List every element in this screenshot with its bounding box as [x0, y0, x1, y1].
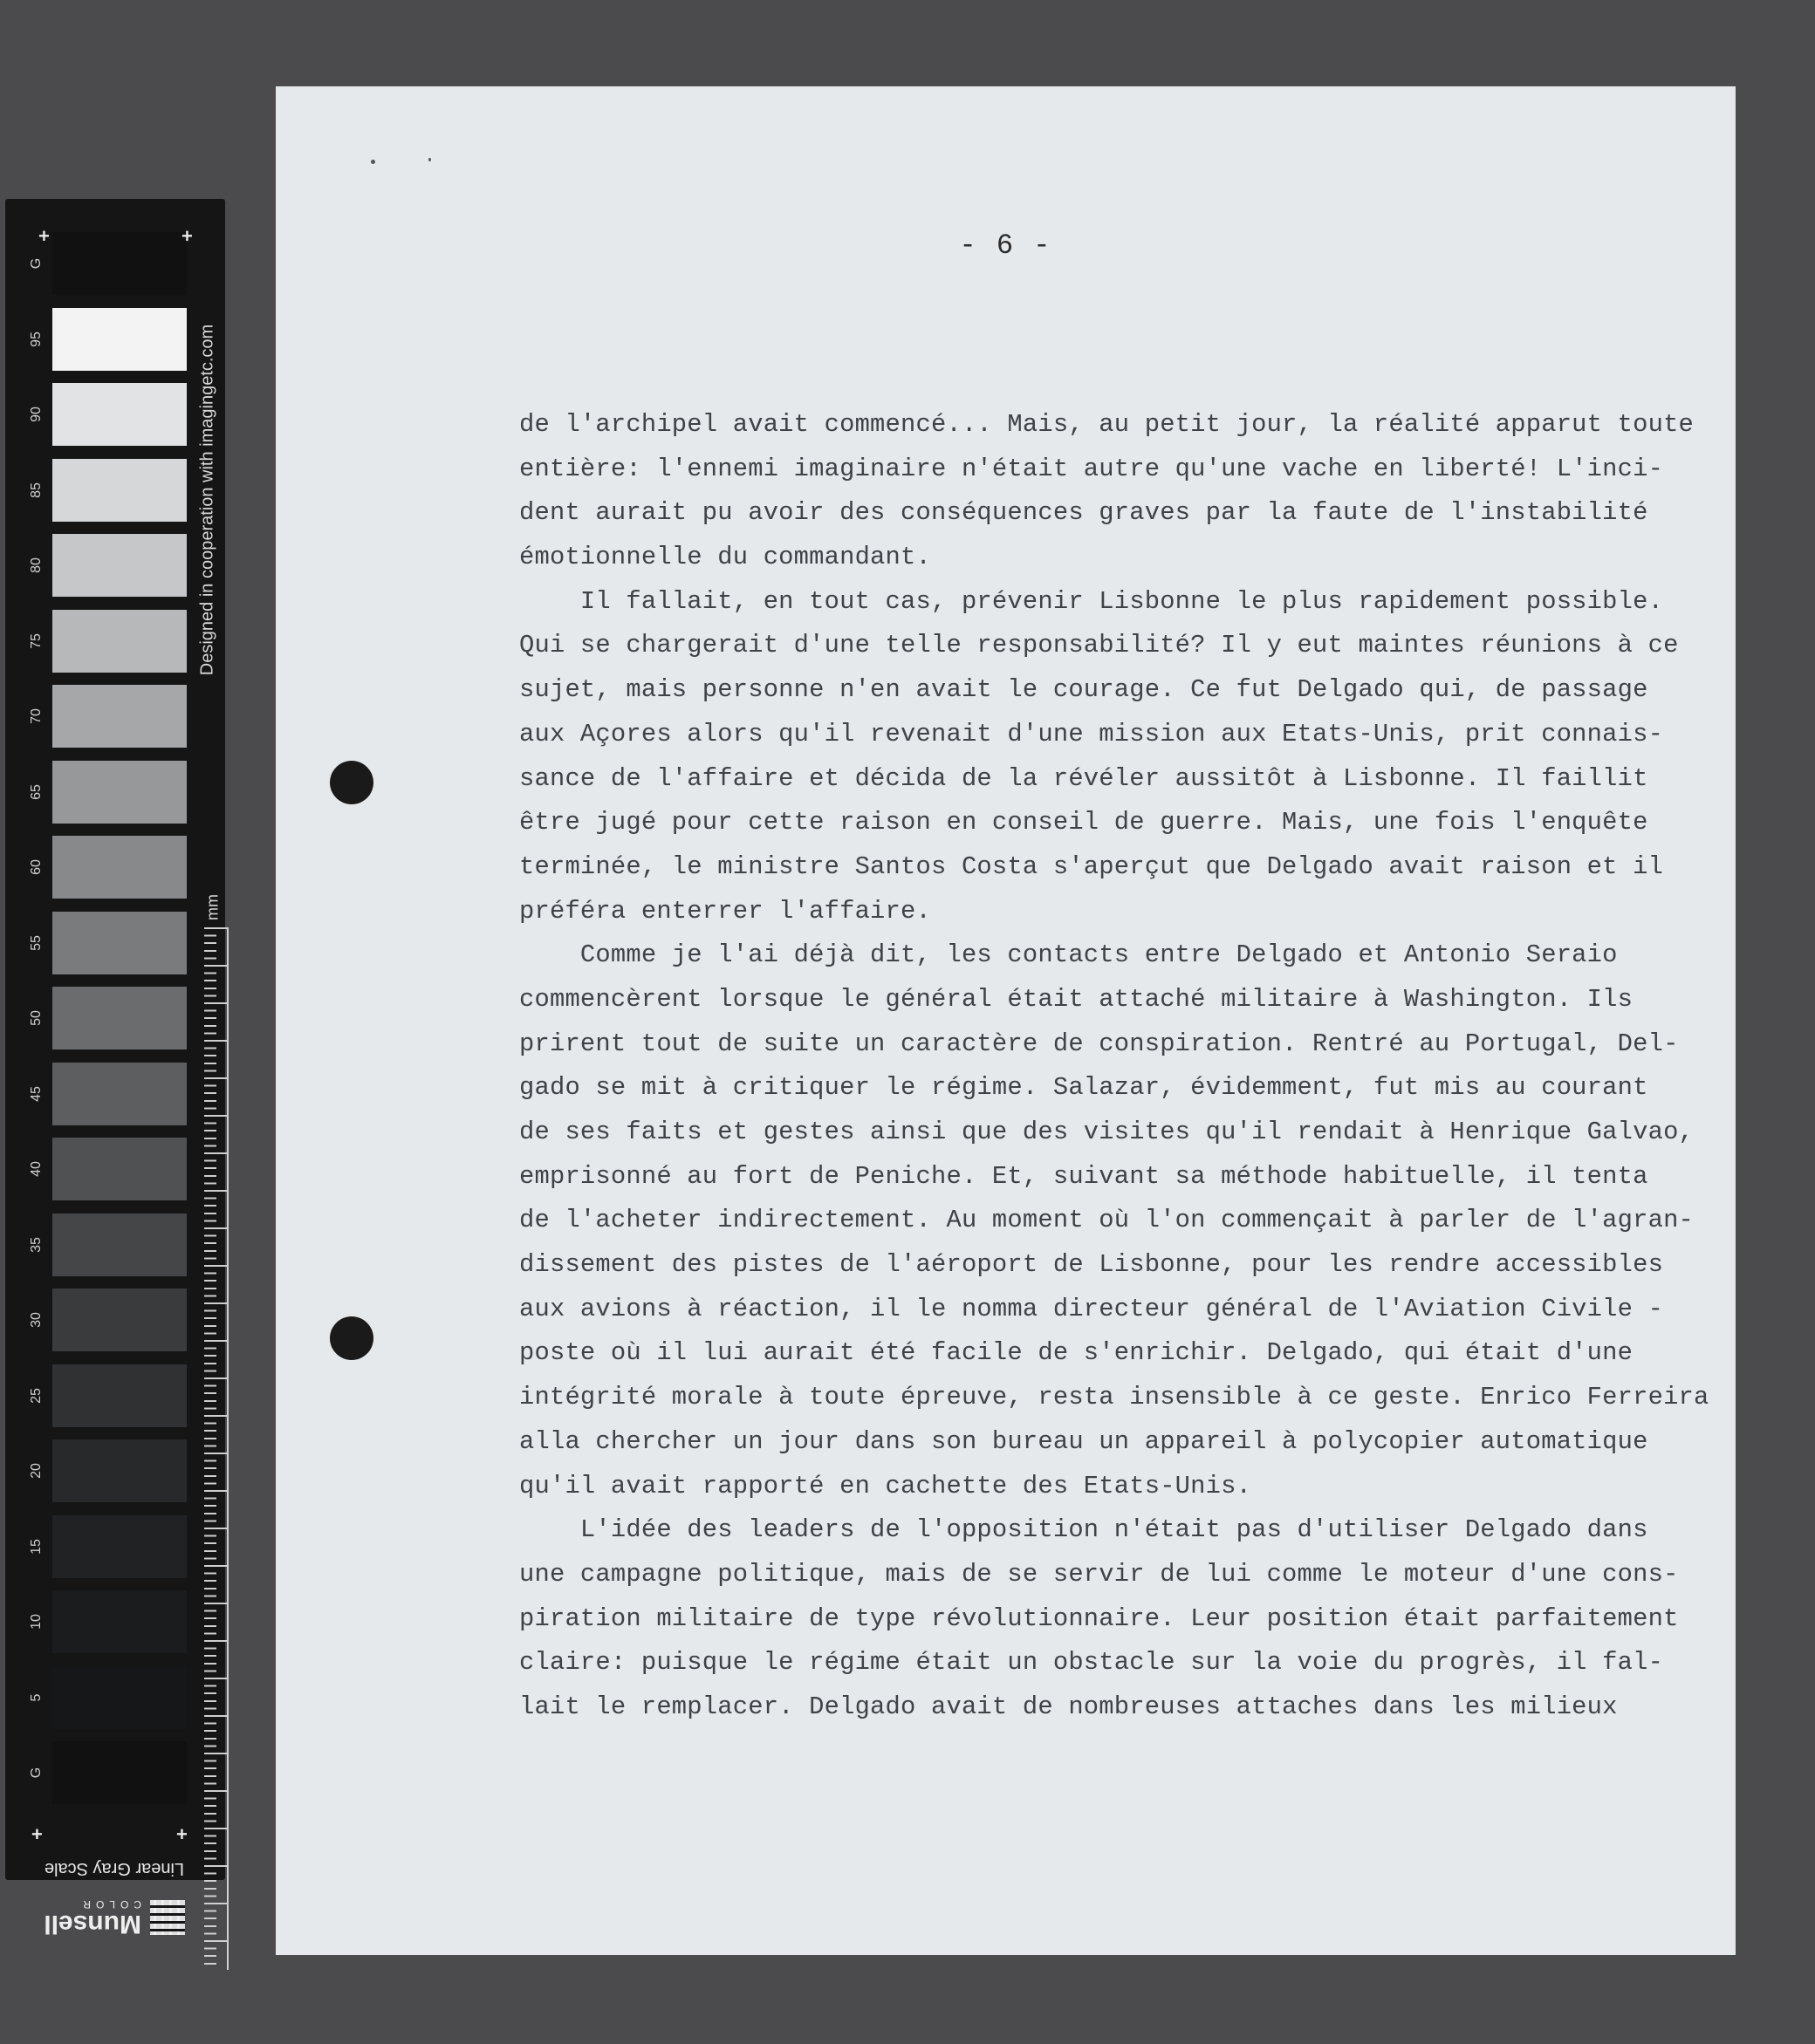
gray-patch	[52, 1063, 187, 1125]
text-line: de l'acheter indirectement. Au moment où l'on commençait à parler de l'agran-	[519, 1206, 1695, 1235]
ruler-line	[227, 927, 229, 1970]
text-line: L'idée des leaders de l'opposition n'était pas d'utiliser Delgado dans	[519, 1515, 1648, 1545]
gray-patch-label: 95	[29, 331, 44, 347]
gray-patch	[52, 1741, 187, 1804]
text-line: prirent tout de suite un caractère de conspiration. Rentré au Portugal, Del-	[519, 1029, 1679, 1058]
text-line: être jugé pour cette raison en conseil de guerre. Mais, une fois l'enquête	[519, 808, 1648, 837]
gray-patch-label: 40	[29, 1161, 44, 1177]
text-line: Il fallait, en tout cas, prévenir Lisbonne le plus rapidement possible.	[519, 586, 1664, 616]
brand-sub: COLOR	[78, 1898, 141, 1911]
gray-patch-label: 75	[29, 632, 44, 649]
gray-patch-label: 60	[29, 859, 44, 875]
gray-patch	[52, 383, 187, 446]
typed-body-text	[519, 403, 1741, 1730]
gray-patch	[52, 1213, 187, 1276]
text-line: emprisonné au fort de Peniche. Et, suivant sa méthode habituelle, il tenta	[519, 1161, 1648, 1191]
text-line: lait le remplacer. Delgado avait de nombreuses attaches dans les milieux	[519, 1692, 1618, 1721]
gray-patch-label: G	[29, 1767, 44, 1779]
gray-patch	[52, 912, 187, 974]
text-line: sance de l'affaire et décida de la révéler aussitôt à Lisbonne. Il faillit	[519, 763, 1648, 793]
document-page	[276, 86, 1736, 1955]
gray-patch	[52, 1138, 187, 1200]
paper-speck	[371, 160, 375, 164]
gray-patch	[52, 610, 187, 673]
text-line: une campagne politique, mais de se servir de lui comme le moteur d'une cons-	[519, 1559, 1679, 1589]
gray-patch	[52, 761, 187, 824]
gray-patch-label: 45	[29, 1085, 44, 1102]
gray-patch-label: 80	[29, 557, 44, 573]
gray-patch-label: 5	[29, 1693, 44, 1701]
registration-mark: +	[38, 225, 50, 247]
gray-patch-label: 25	[29, 1387, 44, 1404]
text-line: Qui se chargerait d'une telle responsabilité? Il y eut maintes réunions à ce	[519, 631, 1679, 660]
text-line: gado se mit à critiquer le régime. Salazar, évidemment, fut mis au courant	[519, 1073, 1648, 1103]
gray-patch	[52, 1590, 187, 1653]
text-line: émotionnelle du commandant.	[519, 543, 931, 572]
page-number: - 6 -	[959, 229, 1052, 262]
gray-patch-label: 10	[29, 1614, 44, 1630]
text-line: poste où il lui aurait été facile de s'enrichir. Delgado, qui était d'une	[519, 1338, 1634, 1368]
punch-hole	[330, 761, 373, 804]
text-line: commencèrent lorsque le général était attaché militaire à Washington. Ils	[519, 984, 1634, 1014]
gray-patch	[52, 459, 187, 522]
text-line: intégrité morale à toute épreuve, resta insensible à ce geste. Enrico Ferreira	[519, 1383, 1709, 1412]
text-line: alla chercher un jour dans son bureau un appareil à polycopier automatique	[519, 1426, 1648, 1456]
text-line: aux Açores alors qu'il revenait d'une mission aux Etats-Unis, prit connais-	[519, 719, 1664, 749]
gray-patch	[52, 1515, 187, 1578]
text-line: de l'archipel avait commencé... Mais, au petit jour, la réalité apparut toute	[519, 410, 1695, 439]
text-line: claire: puisque le régime était un obstacle sur la voie du progrès, il fal-	[519, 1648, 1664, 1678]
gray-patch-label: 55	[29, 934, 44, 951]
text-line: Comme je l'ai déjà dit, les contacts entre Delgado et Antonio Seraio	[519, 940, 1618, 970]
gray-patch-label: 90	[29, 407, 44, 422]
gray-patch-label: G	[29, 257, 44, 270]
gray-patch	[52, 987, 187, 1049]
gray-patch-label: 85	[29, 482, 44, 498]
munsell-grid-icon	[150, 1900, 185, 1935]
text-line: piration militaire de type révolutionnaire. Leur position était parfaitement	[519, 1603, 1679, 1633]
paper-speck	[428, 158, 431, 161]
scale-title: Linear Gray Scale	[44, 1859, 185, 1878]
text-line: dissement des pistes de l'aéroport de Lisbonne, pour les rendre accessibles	[519, 1250, 1664, 1280]
gray-patch	[52, 232, 187, 295]
text-line: de ses faits et gestes ainsi que des visites qu'il rendait à Henrique Galvao,	[519, 1118, 1695, 1146]
text-line: terminée, le ministre Santos Costa s'aperçut que Delgado avait raison et il	[519, 851, 1664, 881]
gray-patch-label: 50	[29, 1010, 44, 1026]
registration-mark: +	[31, 1823, 43, 1845]
gray-patch	[52, 1666, 187, 1729]
gray-patch	[52, 308, 187, 371]
text-line: aux avions à réaction, il le nomma directeur général de l'Aviation Civile -	[519, 1294, 1664, 1323]
text-line: préféra enterrer l'affaire.	[519, 896, 931, 926]
gray-patch-label: 15	[29, 1538, 44, 1555]
gray-patch-label: 70	[29, 708, 44, 724]
gray-patch	[52, 1364, 187, 1427]
gray-patch-label: 65	[29, 783, 44, 800]
punch-hole	[330, 1316, 373, 1360]
text-line: sujet, mais personne n'en avait le courage. Ce fut Delgado qui, de passage	[519, 675, 1648, 705]
scale-caption: Designed in cooperation with imagingetc.com	[197, 324, 217, 676]
gray-patch	[52, 1289, 187, 1351]
gray-patch-label: 30	[29, 1312, 44, 1328]
registration-mark: +	[176, 1823, 188, 1845]
gray-scale-card	[5, 199, 225, 1938]
gray-patch-label: 20	[29, 1463, 44, 1479]
text-line: entière: l'ennemi imaginaire n'était autre qu'une vache en liberté! L'inci-	[519, 454, 1664, 483]
gray-patch	[52, 685, 187, 748]
ruler-unit-label: mm	[203, 894, 222, 920]
text-line: qu'il avait rapporté en cachette des Etats-Unis.	[519, 1471, 1252, 1501]
gray-patch	[52, 1439, 187, 1502]
registration-mark: +	[182, 225, 193, 247]
gray-patch	[52, 534, 187, 597]
munsell-logo-block	[28, 1896, 185, 1939]
text-line: dent aurait pu avoir des conséquences graves par la faute de l'instabilité	[519, 498, 1648, 528]
brand-name: Munsell	[44, 1910, 141, 1938]
ruler-major-ticks	[204, 927, 227, 1970]
gray-patch-label: 35	[29, 1236, 44, 1253]
gray-patch	[52, 836, 187, 899]
